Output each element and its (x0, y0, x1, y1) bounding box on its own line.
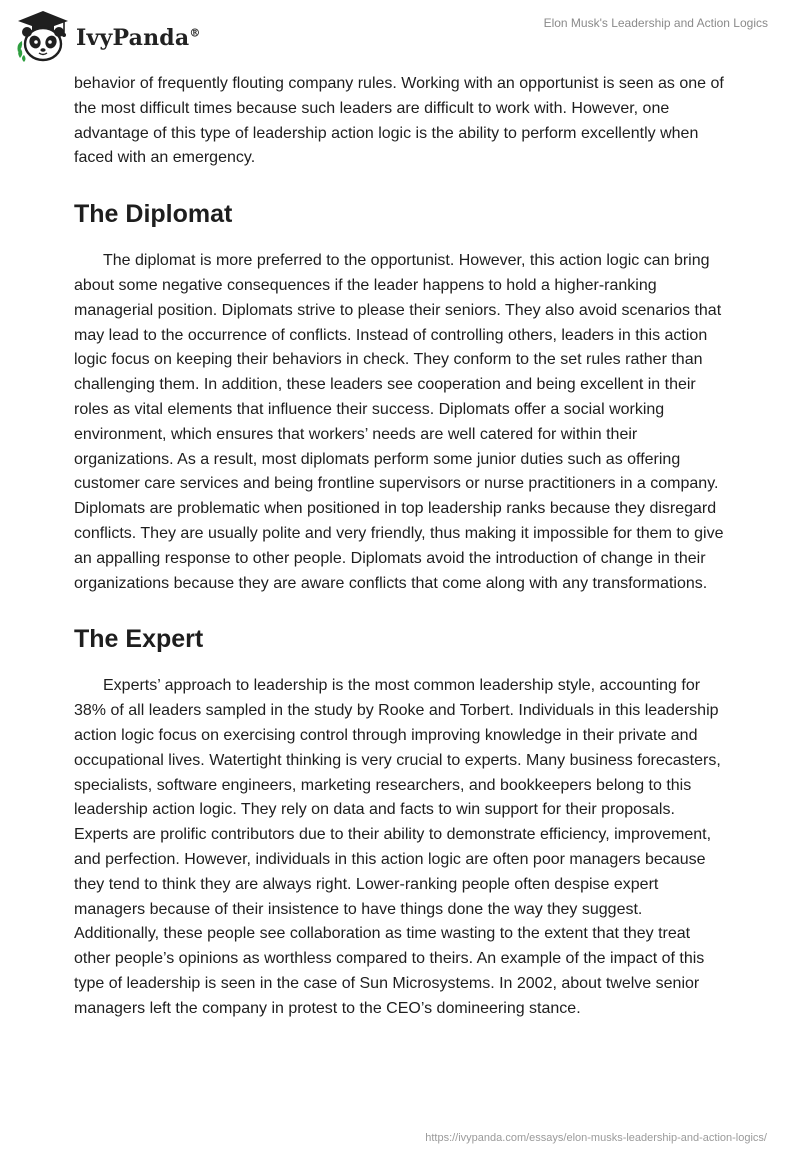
section-heading-expert: The Expert (74, 625, 204, 654)
source-url[interactable]: https://ivypanda.com/essays/elon-musks-leadership-and-action-logics/ (425, 1132, 767, 1144)
panda-graduate-icon (14, 8, 72, 66)
section-paragraph-diplomat: The diplomat is more preferred to the opportunist. However, this action logic can bring about some negative consequences if the leader happens to hold a higher-ranking managerial position. Diplomats strive to please their seniors. They also avoid scenarios that may lead to the occurrence of conflicts. Instead of controlling others, leaders in this action logic focus on keeping their behaviors in check. They conform to the set rules rather than challenging them. In addition, these leaders see cooperation and being excellent in their roles as vital elements that influence their success. Diplomats offer a social working environment, which ensures that workers’ needs are well catered for within their organizations. As a result, most diplomats perform some junior duties such as offering customer care services and being frontline supervisors or nurse practitioners in a company. Diplomats are problematic when positioned in top leadership ranks because they disregard conflicts. They are usually polite and very friendly, thus making it impossible for them to give an appalling response to other people. Diplomats avoid the introduction of change in their organizations because they are aware conflicts that come along with any transformations. (74, 252, 724, 592)
brand-name: IvyPanda® (76, 25, 201, 51)
brand-logo[interactable] (14, 8, 201, 66)
registered-mark: ® (189, 26, 201, 40)
intro-paragraph: behavior of frequently flouting company rules. Working with an opportunist is seen as one of the most difficult times because such leaders are difficult to work with. However, one advantage of this type of leadership action logic is the ability to perform excellently when faced with an emergency. (74, 75, 724, 167)
page-header (0, 0, 800, 70)
section-paragraph-expert: Experts’ approach to leadership is the most common leadership style, accounting for 38% of all leaders sampled in the study by Rooke and Torbert. Individuals in this leadership action logic focus on exercising control through improving knowledge in their private and occupational lives. Watertight thinking is very crucial to experts. Many business forecasters, specialists, software engineers, marketing researchers, and bookkeepers belong to this leadership action logic. They rely on data and facts to win support for their proposals. Experts are prolific contributors due to their ability to demonstrate efficiency, improvement, and perfection. However, individuals in this action logic are often poor managers because they tend to think they are always right. Lower-ranking people often despise expert managers because of their insistence to have things done the way they suggest. Additionally, these people see collaboration as time wasting to the extent that they treat other people’s opinions as worthless compared to theirs. An example of the impact of this type of leadership is seen in the case of Sun Microsystems. In 2002, about twelve senior managers left the company in protest to the CEO’s domineering stance. (74, 677, 721, 1017)
document-title: Elon Musk's Leadership and Action Logics (543, 16, 768, 30)
section-heading-diplomat: The Diplomat (74, 200, 233, 229)
essay-content (74, 72, 726, 1022)
